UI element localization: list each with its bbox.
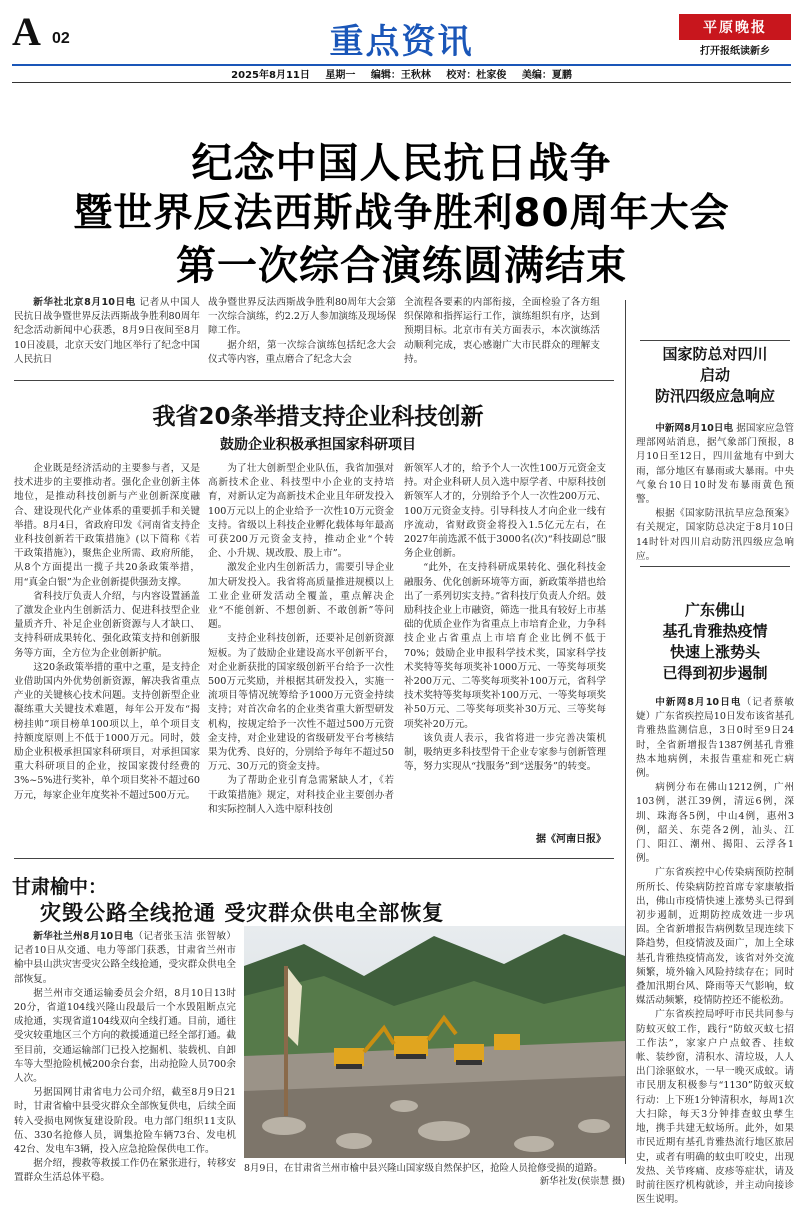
science-subhead: 鼓励企业积极承担国家科研项目: [220, 437, 416, 453]
paragraph: 根据《国家防汛抗旱应急预案》有关规定，国家防总决定于8月10日14时针对四川启动防汛四级应急响应。: [636, 508, 794, 562]
sidebar-story-1: [636, 422, 794, 562]
disaster-photo: [244, 926, 625, 1158]
lead-col-2: [208, 296, 396, 368]
paragraph: 为了帮助企业引育急需紧缺人才，《若干政策措施》规定，对科技企业主要创办者和实际控制人入选中原科技创: [208, 775, 394, 815]
paragraph: 为了壮大创新型企业队伍，我省加强对高新技术企业、科技型中小企业的支持培育，对新认定为高新技术企业且年研发投入100万元以上的企业给予一次性10万元资金支持。省级以上科技企业孵化载体每年最高可获200万元资金支持，推动企业“个转企、小升规、规改股、股上市”。: [208, 463, 394, 560]
science-col-2: [208, 462, 394, 852]
headline-line: 广东佛山: [684, 601, 745, 619]
lead-col1-text: 记者从中国人民抗日战争暨世界反法西斯战争胜利80周年纪念活动新闻中心获悉，8月9日夜间至8月10日凌晨，北京天安门地区举行了纪念中国人民抗日: [14, 297, 200, 365]
paragraph: 广东省疾控中心传染病预防控制所所长、传染病防控首席专家康敏指出，佛山市疫情快速上涨势头已得到初步遏制，近期防控成效进一步巩固。全省新增报告病例数呈现连续下降趋势，但疫情波及面广，加上全球基孔肯雅热疫情高发，该省对外交流频繁，境外输入风险持续存在；同时叠加汛期台风、降雨等天气影响，蚊媒活动频繁，疫情防控还不能松劲。: [636, 867, 794, 1007]
lead-headline-2: 暨世界反法西斯战争胜利80周年大会: [73, 191, 730, 236]
designer: 美编：夏鹏: [521, 70, 572, 81]
sidebar-headline-1: [632, 344, 798, 407]
paragraph: 企业既是经济活动的主要参与者，又是技术进步的主要推动者。强化企业创新主体地位，是推动科技创新与产业创新深度融合、建设现代化产业体系的重要抓手和关键举措。8月4日，省政府印发《河南省支持企业科技创新若干政策措施》(以下简称《若干政策措施》)，聚焦企业所需、政府所能，从8个方面提出一揽子共20条政策举措，用“真金白银”为企业创新提供强劲支撑。: [14, 463, 200, 588]
photo-illustration: [244, 926, 625, 1158]
date: 2025年8月11日: [231, 70, 310, 81]
divider: [14, 380, 614, 381]
sidebar-rule: [640, 566, 790, 567]
gansu-source: 新华社兰州8月10日电: [33, 931, 134, 942]
lead-col3-text: 全流程各要素的内部衔接，全面检验了各方组织保障和指挥运行工作，演练组织有序，达到预期目标。北京市有关方面表示，本次演练活动顺利完成，衷心感谢广大市民群众的理解支持。: [404, 297, 600, 365]
masthead-logo: [679, 14, 791, 57]
story2-source: 中新网8月10日电: [655, 697, 742, 708]
meta-rule: [12, 82, 791, 83]
paragraph: 另据国网甘肃省电力公司介绍，截至8月9日21时，甘肃省榆中县受灾群众全部恢复供电，后续全面转入受损电网恢复建设阶段。电力部门组织11支队伍、330名抢修人员，调集抢险车辆73台、发电机42台、发电车3辆，投入应急抢险保供电工作。: [14, 1087, 236, 1156]
science-source: 据《河南日报》: [536, 834, 606, 845]
lead-col-1: [14, 296, 200, 368]
paragraph: 这20条政策举措的重中之重，是支持企业借助国内外优势创新资源，解决我省重点产业的关键核心技术问题。支持创新型企业凝练重大关键技术难题，每年公开发布“揭榜挂帅”项目榜单100项以上，单个项目支持额度原则上不低于1000万元。同时，鼓励企业积极承担国家科研项目，对承担国家重大科研项目的企业，按国家拨付经费的3%~5%进行奖补，单个项目奖补不超过60万元，每家企业年度奖补不超过500万元。: [14, 661, 200, 801]
paragraph: 记者10日从交通、电力等部门获悉，甘肃省兰州市榆中县山洪灾害受灾公路全线抢通，受灾群众供电全部恢复。: [14, 945, 236, 985]
paragraph: 新领军人才的，给予个人一次性100万元资金支持。对企业科研人员入选中原学者、中原科技创新领军人才的，分别给予个人一次性200万元、100万元资金支持。引导科技人才向企业一线有序流动，省财政资金将投入1.5亿元左右，在2027年前选派不低于3000名(次)“科技副总”服务企业创新。: [404, 463, 606, 560]
editor: 编辑：王秋林: [370, 70, 431, 81]
paragraph: 据兰州市交通运输委员会介绍，8月10日13时20分，省道104线兴隆山段最后一个水毁阻断点完成抢通，实现省道104线双向全线打通。目前，通往受灾较重地区三个方向的救援通道已经全部打通。截至目前，交通运输部门已投入挖掘机、装载机、自卸车等大型抢险机械200余台套，出动抢险人员700余人次。: [14, 987, 236, 1085]
science-headline: 我省20条举措支持企业科技创新: [152, 404, 484, 430]
weekday: 星期一: [325, 70, 356, 81]
lead-headline-1: 纪念中国人民抗日战争: [191, 139, 612, 187]
date-line: [0, 66, 803, 81]
headline-line: 快速上涨势头: [669, 643, 760, 661]
logo-text: 平原晚报: [679, 14, 791, 40]
paragraph: 激发企业内生创新活力，需要引导企业加大研发投入。我省将高质量推进规模以上工业企业研发活动全覆盖，重点解决企业“不能创新、不想创新、不敢创新”等问题。: [208, 562, 394, 631]
lead-col2-text: 战争暨世界反法西斯战争胜利80周年大会第一次综合演练，约2.2万人参加演练及现场保障工作。: [208, 297, 396, 337]
gansu-headline: 灾毁公路全线抢通 受灾群众供电全部恢复: [40, 901, 445, 925]
sidebar-story-2: [636, 696, 794, 1206]
slogan: 打开报纸读新乡: [700, 46, 770, 57]
headline-line: 已得到初步遏制: [662, 664, 768, 682]
gansu-label: 甘肃榆中：: [12, 876, 108, 898]
paragraph: 病例分布在佛山1212例，广州103例，湛江39例，清远6例，深圳、珠海各5例，中山4例，惠州3例，韶关、东莞各2例，汕头、江门、阳江、潮州、揭阳、云浮各1例。: [636, 782, 794, 865]
science-col-3: [404, 462, 606, 830]
paragraph: “此外，在支持科研成果转化、强化科技金融服务、优化创新环境等方面，新政策举措也给出了一系列切实支持。”省科技厅负责人介绍。鼓励科技企业上市融资，筛选一批具有较好上市基础的优质企业作为省重点上市培育企业，力争科技企业占省重点上市培育企业比例不低于70%；鼓励企业申报科学技术奖，国家科学技术奖特等奖每项奖补1000万元、一等奖每项奖补200万元、二等奖每项奖补100万元，省科学技术奖特等奖每项奖补100万元、一等奖每项奖补50万元、二等奖每项奖补30万元、三等奖每项奖补20万元。: [404, 562, 606, 730]
paragraph: 支持企业科技创新，还要补足创新资源短板。为了鼓励企业建设高水平创新平台，对企业新获批的国家级创新平台给予一次性500万元奖励，并根据其研发投入，实施一流项目等情况统筹给予1000万元资金持续支持；对首次命名的企业类省重大新型研发机构，按规定给予一次性不超过500万元资金支持，对企业建设的省级研发平台考核结果为优秀、良好的，分别给予每年不超过50万元、30万元的资金支持。: [208, 633, 394, 773]
lead-source: 新华社北京8月10日电: [33, 297, 136, 308]
paragraph: 该负责人表示，我省将进一步完善决策机制，吸纳更多科技型骨干企业专家参与创新管理等，努力实现从“找服务”到“送服务”的转变。: [404, 732, 606, 773]
paragraph: 省科技厅负责人介绍，与内容设置涵盖了激发企业内生创新活力、促进科技型企业量质齐升、补足企业创新资源与人才缺口、支持科研成果转化、强化政策支持和创新服务等方面，全方位为企业创新护航。: [14, 590, 200, 659]
headline-line: 国家防总对四川: [662, 345, 768, 363]
science-col-1: [14, 462, 200, 852]
photo-credit: 新华社发(侯崇慧 摄): [539, 1176, 625, 1187]
page-letter: A: [12, 9, 41, 54]
page-number: 02: [52, 30, 70, 47]
paragraph: 广东省疾控局呼吁市民共同参与防蚊灭蚊工作，践行“防蚊灭蚊七招工作法”，家家户户点蚊香、挂蚊帐、装纱窗，清积水、清垃圾，人人出门涂驱蚊水，一早一晚灭成蚊。请市民朋友积极参与“1130”防蚊灭蚊行动：上下班1分钟清积水，每周1次大扫除，每天3分钟排查蚊虫孳生地，携手共建无蚊场所。此外，如果市民近期有基孔肯雅热流行地区旅居史，或者有明确的蚊虫叮咬史，出现发热、关节疼痛、皮疹等症状，请及时前往医疗机构就诊，并主动向接诊医生说明。: [636, 1009, 794, 1206]
lead-headline-3: 第一次综合演练圆满结束: [176, 243, 627, 289]
photo-caption: [244, 1162, 625, 1188]
headline-line: 防汛四级应急响应: [654, 387, 775, 405]
column-divider: [625, 300, 626, 1164]
paragraph: 据介绍，搜救等救援工作仍在紧张进行，转移安置群众生活总体平稳。: [14, 1158, 236, 1184]
caption-text: 8月9日，在甘肃省兰州市榆中县兴隆山国家级自然保护区，抢险人员抢修受损的道路。: [244, 1163, 603, 1174]
lead-col-3: [404, 296, 600, 368]
gansu-col: [14, 930, 236, 1192]
proofreader: 校对：杜家俊: [446, 70, 507, 81]
sidebar-headline-2: [632, 600, 798, 684]
divider: [14, 858, 614, 859]
section-title: 重点资讯: [329, 22, 474, 62]
paragraph: 据国家应急管理部网站消息，据气象部门预报，8月10日至12日，四川盆地有中到大雨，部分地区有暴雨或大暴雨。中央气象台10日10时发布暴雨黄色预警。: [636, 423, 794, 506]
sidebar-rule: [640, 340, 790, 341]
lead-col2b-text: 据介绍，第一次综合演练包括纪念大会仪式等内容，重点磨合了纪念大会: [208, 339, 396, 365]
headline-line: 启动: [699, 366, 730, 384]
paragraph: （记者蔡敏婕）广东省疾控局10日发布该省基孔肯雅热监测信息，3日0时至9日24时，全省新增报告1387例基孔肯雅热本地病例，未报告重症和死亡病例。: [636, 697, 794, 780]
gansu-byline: （记者张玉洁 张智敏）: [133, 931, 236, 942]
story1-source: 中新网8月10日电: [655, 423, 734, 434]
headline-line: 基孔肯雅热疫情: [662, 622, 768, 640]
